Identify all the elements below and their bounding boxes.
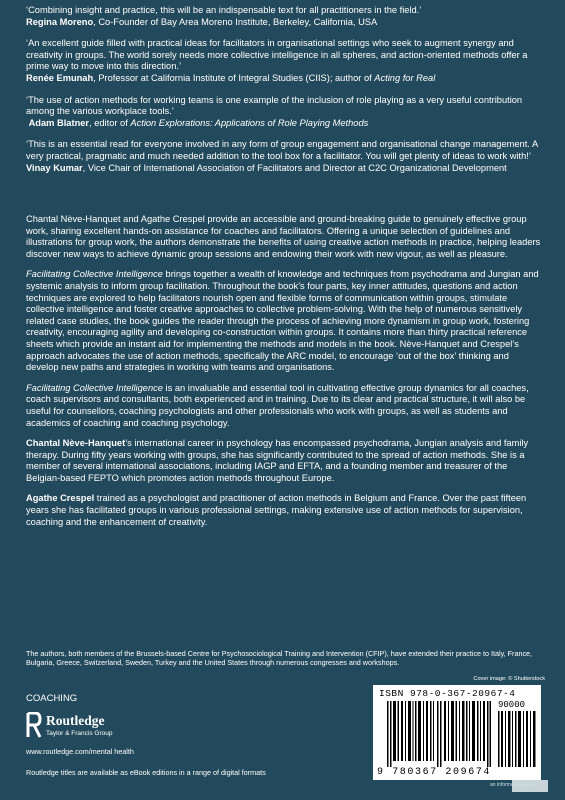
quote-text: ‘Combining insight and practice, this will be an indispensable text for all practitioners in the field.’ bbox=[26, 5, 422, 15]
quote-text: ‘The use of action methods for working teams is one example of the inclusion of role playing as a very useful contribution among the various workplace tools.’ bbox=[26, 94, 523, 117]
cover-image-credit: Cover image: © Shutterstock bbox=[473, 676, 545, 682]
quote-text: ‘An excellent guide filled with practical ideas for facilitators in organisational settings who seek to augment synergy and creativity in groups. The world sorely needs more collective intelligence in all spheres, and action-oriented methods offer a prime way to move into this direction.’ bbox=[26, 38, 528, 72]
publisher-group: Taylor & Francis Group bbox=[46, 730, 113, 737]
addon-barcode-bars bbox=[498, 711, 536, 767]
isbn-barcode bbox=[373, 685, 541, 780]
routledge-r-icon bbox=[26, 712, 42, 738]
author-bio-crespel: Agathe Crespel trained as a psychologist and practitioner of action methods in Belgium and France. Over the past fifteen years she has facilitated groups in various professional settings, making extensive use of action methods for supervision, coaching and the enhancement of creativity. bbox=[26, 493, 527, 527]
price-code: 90000 bbox=[498, 700, 526, 710]
authors-note: The authors, both members of the Brussels-based Centre for Psychosociological Training and Intervention (CFIP), have extended their practice to Italy, France, Bulgaria, Greece, Switzerland, Sweden, Turkey and the United States through numerous congresses and workshops. bbox=[26, 649, 533, 667]
author-bio-neve-hanquet: Chantal Nève-Hanquet’s international career in psychology has encompassed psychodrama, Jungian analysis and family therapy. During fifty years working with groups, she has significantly contributed to the spread of action methods. She is a member of several international associations, including IAGP and EFTA, and a founding member and treasurer of the Belgian-based FEPTO which promotes action methods throughout Europe. bbox=[26, 438, 529, 483]
publisher-name: Routledge bbox=[46, 713, 105, 728]
quote-moreno bbox=[26, 5, 546, 28]
description-paragraph: Facilitating Collective Intelligence brings together a wealth of knowledge and techniques from psychodrama and Jungian and systemic analysis to inform group facilitation. Throughout the book’s four parts, key inner attitudes, questions and action techniques are explored to help facilitators nourish open and flexible forms of communication within groups, stimulate collective intelligence and foster creative approaches to collective problem-solving. With the help of numerous sensitively related case studies, the book guides the reader through the process of achieving more dynamism in group work, fostering creativity, encouraging agility and developing co-construction within groups. It contains more than thirty practical reference sheets which provide an instant aid for implementing the methods and models in the book. Nève-Hanquet and Crespel’s approach advocates the use of action methods, specifically the ARC model, to encourage ‘out of the box’ thinking and develop new paths and strategies in working with teams and organisations. bbox=[26, 269, 539, 373]
quote-text: ‘This is an essential read for everyone involved in any form of group engagement and organisational change management. A very practical, pragmatic and much needed addition to the tool box for a facilitator. You will get plenty of ideas to work with!’ bbox=[26, 139, 538, 161]
book-description bbox=[26, 214, 542, 537]
quote-attribution: Renée Emunah, Professor at California Institute of Integral Studies (CIIS); author of Acting for Real bbox=[26, 72, 436, 83]
publisher-url[interactable]: www.routledge.com/mental health bbox=[26, 747, 134, 756]
publisher-logo bbox=[26, 712, 176, 742]
quote-blatner bbox=[26, 95, 546, 130]
description-paragraph: Chantal Nève-Hanquet and Agathe Crespel provide an accessible and ground-breaking guide to genuinely effective group work, sharing excellent hands-on assistance for coaches and facilitators. Offering a unique selection of guidelines and illustrations for group work, the authors demonstrate the benefits of using creative action methods in practice, helping leaders discover new ways to achieve dynamic group sessions and endowing their work with new vigour, as well as pleasure. bbox=[26, 214, 541, 259]
ebook-note: Routledge titles are available as eBook editions in a range of digital formats bbox=[26, 768, 266, 777]
isbn-number: ISBN 978-0-367-20967-4 bbox=[379, 688, 516, 699]
quote-attribution: Adam Blatner, editor of Action Explorations: Applications of Role Playing Methods bbox=[28, 117, 369, 128]
informa-tagline: an informa business bbox=[490, 782, 535, 788]
quote-emunah bbox=[26, 38, 546, 84]
ean-barcode-bars bbox=[387, 701, 491, 767]
quote-kumar bbox=[26, 139, 546, 174]
description-paragraph: Facilitating Collective Intelligence is an invaluable and essential tool in cultivating effective group dynamics for all coaches, coach supervisors and consultants, both experienced and in training. Due to its clear and practical structure, it will also be useful for counsellors, coaching psychologists and other professionals who work with groups, as well as students and academics of coaching and coaching psychology. bbox=[26, 382, 529, 428]
endorsements bbox=[26, 5, 546, 184]
quote-attribution: Regina Moreno, Co-Founder of Bay Area Moreno Institute, Berkeley, California, USA bbox=[26, 16, 378, 27]
quote-attribution: Vinay Kumar, Vice Chair of International Association of Facilitators and Director at C2C Organizational Development bbox=[26, 162, 507, 173]
subject-category: COACHING bbox=[26, 693, 78, 704]
ean-number: 9 780367 209674 bbox=[377, 767, 492, 778]
